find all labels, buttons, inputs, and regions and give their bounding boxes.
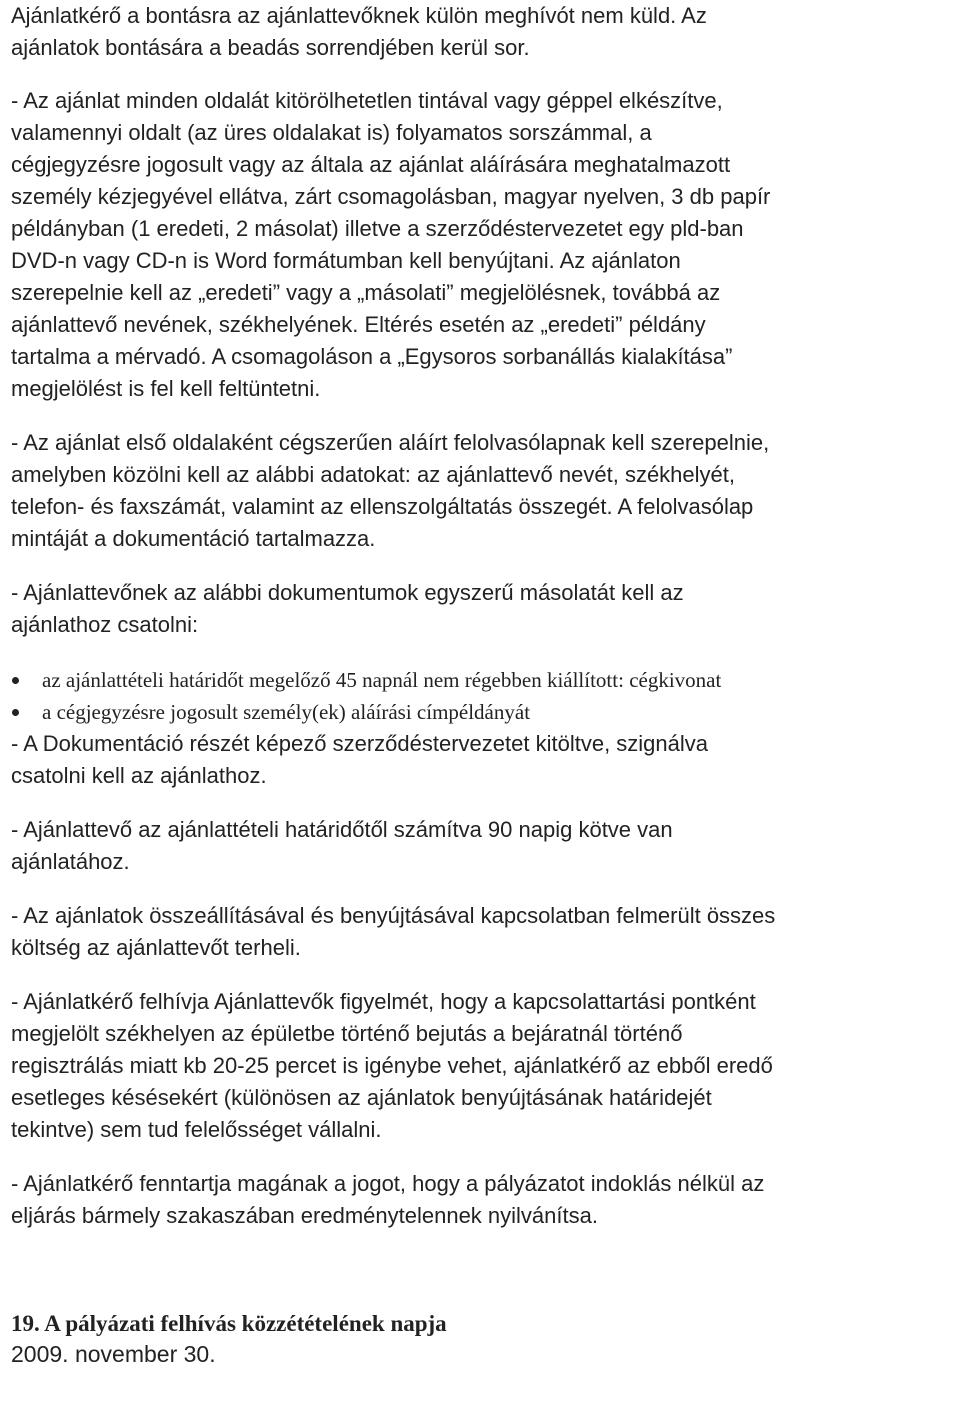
list-item [11, 664, 957, 696]
paragraph-submission-format: - Az ajánlat minden oldalát kitörölhetetlen tintával vagy géppel elkészítve, valamennyi oldalt (az üres oldalakat is) folyamatos sorszámmal, a cégjegyzésre jogosult vagy az általa az ajánlat aláírására meghatalmazott személy kézjegyével ellátva, zárt csomagolásban, magyar nyelven, 3 db papír példányban (1 eredeti, 2 másolat) illetve a szerződéstervezetet egy pld-ban DVD-n vagy CD-n is Word formátumban kell benyújtani. Az ajánlaton szerepelnie kell az „eredeti” vagy a „másolati” megjelölésnek, továbbá az ajánlattevő nevének, székhelyének. Eltérés esetén az „eredeti” példány tartalma a mérvadó. A csomagoláson a „Egysoros sorbanállás kialakítása” megjelölést is fel kell feltüntetni. [11, 88, 771, 401]
publication-date: 2009. november 30. [11, 1341, 216, 1367]
list-item-text: az ajánlattételi határidőt megelőző 45 napnál nem régebben kiállított: cégkivonat [42, 668, 722, 692]
paragraph-right-to-cancel: - Ajánlatkérő fenntartja magának a jogot, hogy a pályázatot indoklás nélkül az eljárás bármely szakaszában eredménytelennek nyilvánítsa. [11, 1171, 765, 1228]
attachments-list [11, 664, 957, 728]
paragraph-attachments-intro: - Ajánlattevőnek az alábbi dokumentumok egyszerű másolatát kell az ajánlathoz csatolni: [11, 580, 684, 637]
bullet-icon [12, 709, 19, 716]
paragraph-reading-sheet: - Az ajánlat első oldalaként cégszerűen aláírt felolvasólapnak kell szerepelnie, amelyben közölni kell az alábbi adatokat: az ajánlattevő nevét, székhelyét, telefon- és faxszámát, valamint az ellenszolgáltatás összegét. A felolvasólap mintáját a dokumentáció tartalmazza. [11, 430, 770, 551]
paragraph-costs: - Az ajánlatok összeállításával és benyújtásával kapcsolatban felmerült összes költség az ajánlattevőt terheli. [11, 903, 776, 960]
bullet-icon [12, 677, 19, 684]
paragraph-binding-period: - Ajánlattevő az ajánlattételi határidőtől számítva 90 napig kötve van ajánlatához. [11, 817, 673, 874]
list-item-text: a cégjegyzésre jogosult személy(ek) aláírási címpéldányát [42, 700, 531, 724]
list-item [11, 696, 957, 728]
document-page [11, 0, 957, 1369]
section-heading: 19. A pályázati felhívás közzétételének napja [11, 1311, 447, 1336]
paragraph-contract-draft: - A Dokumentáció részét képező szerződéstervezetet kitöltve, szignálva csatolni kell az ajánlathoz. [11, 731, 709, 788]
paragraph-entry-registration: - Ajánlatkérő felhívja Ajánlattevők figyelmét, hogy a kapcsolattartási pontként megjelölt székhelyen az épületbe történő bejutás a bejáratnál történő regisztrálás miatt kb 20-25 percet is igénybe vehet, ajánlatkérő az ebből eredő esetleges késésekért (különösen az ajánlatok benyújtásának határidejét tekintve) sem tud felelősséget vállalni. [11, 989, 773, 1142]
paragraph-opening-procedure: Ajánlatkérő a bontásra az ajánlattevőknek külön meghívót nem küld. Az ajánlatok bontására a beadás sorrendjében kerül sor. [11, 3, 707, 60]
